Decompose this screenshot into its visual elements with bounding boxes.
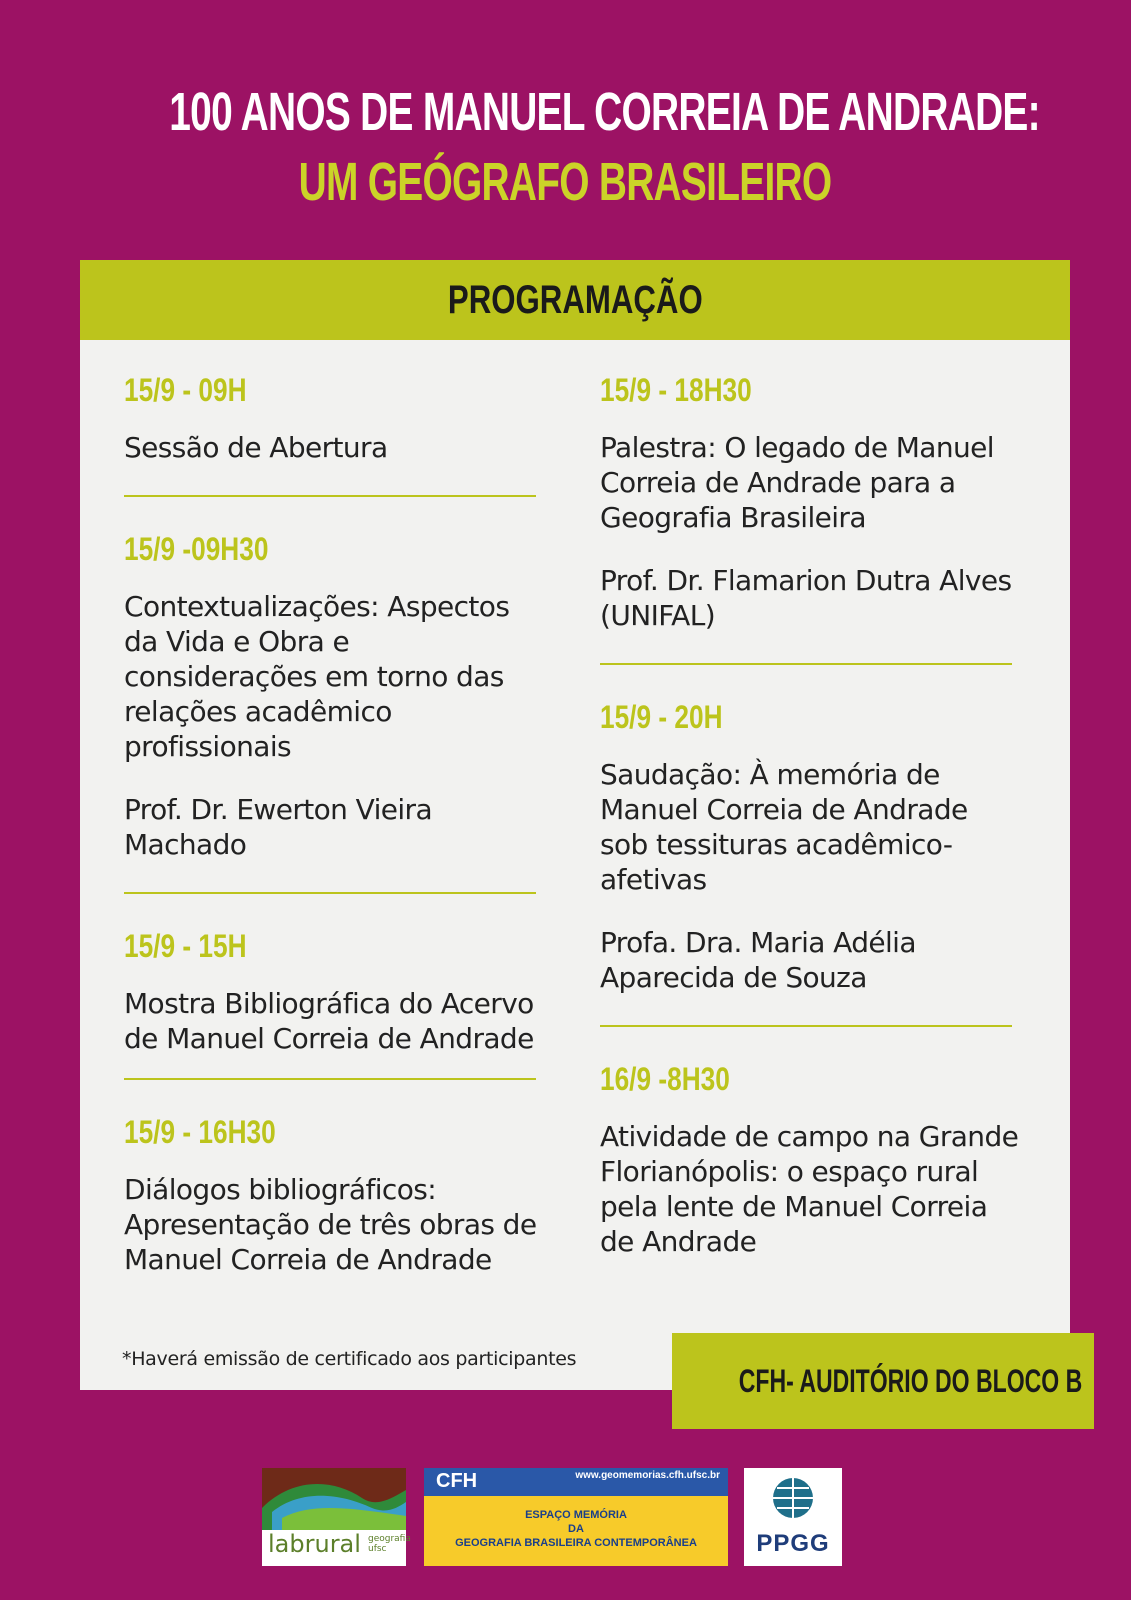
divider	[600, 663, 1012, 665]
event-time: 15/9 - 09H	[124, 372, 247, 408]
event-time: 15/9 -09H30	[124, 531, 269, 567]
divider	[600, 1025, 1012, 1027]
event-item	[600, 370, 1020, 633]
labrural-logo	[262, 1468, 411, 1566]
title-line-1: 100 ANOS DE MANUEL CORREIA DE ANDRADE:	[169, 82, 1040, 142]
labrural-name: labrural	[268, 1530, 361, 1558]
event-item	[600, 697, 1020, 995]
event-description: Mostra Bibliográfica do Acervo de Manuel Correia de Andrade	[124, 987, 534, 1055]
program-heading: PROGRAMAÇÃO	[447, 278, 703, 322]
title-line-2: UM GEÓGRAFO BRASILEIRO	[299, 152, 832, 212]
event-description: Sessão de Abertura	[124, 431, 388, 464]
event-time: 15/9 - 18H30	[600, 372, 752, 408]
event-item	[124, 529, 544, 862]
event-description: Palestra: O legado de Manuel Correia de Andrade para a Geografia Brasileira	[600, 431, 994, 534]
divider	[124, 892, 536, 894]
event-item	[600, 1059, 1020, 1259]
event-speaker: Prof. Dr. Ewerton Vieira Machado	[124, 793, 433, 861]
event-description: Diálogos bibliográficos: Apresentação de três obras de Manuel Correia de Andrade	[124, 1173, 537, 1276]
divider	[124, 495, 536, 497]
event-item	[124, 926, 544, 1056]
cfh-url: www.geomemorias.cfh.ufsc.br	[575, 1470, 720, 1481]
cfh-header	[424, 1468, 728, 1496]
venue-badge	[672, 1333, 1094, 1429]
right-column	[600, 370, 1020, 1259]
venue-label: CFH- AUDITÓRIO DO BLOCO B	[738, 1363, 1083, 1399]
event-description: Atividade de campo na Grande Florianópolis: o espaço rural pela lente de Manuel Correia de Andrade	[600, 1120, 1019, 1258]
globe-icon	[771, 1476, 815, 1520]
cfh-logo	[424, 1468, 728, 1566]
event-time: 15/9 - 15H	[124, 928, 247, 964]
program-heading-bar	[80, 260, 1070, 340]
left-column	[124, 370, 544, 1277]
event-item	[124, 370, 544, 465]
cfh-label: CFH	[436, 1470, 478, 1492]
certificate-note: *Haverá emissão de certificado aos participantes	[122, 1348, 577, 1370]
event-speaker: Profa. Dra. Maria Adélia Aparecida de Souza	[600, 926, 916, 994]
event-item	[124, 1112, 544, 1277]
ppgg-name: PPGG	[756, 1530, 830, 1557]
labrural-wave-icon	[262, 1468, 406, 1530]
cfh-body: ESPAÇO MEMÓRIA DA GEOGRAFIA BRASILEIRA CONTEMPORÂNEA	[455, 1509, 697, 1549]
event-time: 15/9 - 16H30	[124, 1114, 276, 1150]
ppgg-logo	[744, 1468, 842, 1566]
event-time: 16/9 -8H30	[600, 1061, 730, 1097]
event-description: Contextualizações: Aspectos da Vida e Obra e considerações em torno das relações acadêmico profissionais	[124, 590, 510, 763]
event-speaker: Prof. Dr. Flamarion Dutra Alves (UNIFAL)	[600, 564, 1012, 632]
event-time: 15/9 - 20H	[600, 699, 723, 735]
event-description: Saudação: À memória de Manuel Correia de Andrade sob tessituras acadêmico-afetivas	[600, 758, 968, 896]
labrural-sub: geografia ufsc	[368, 1534, 411, 1554]
divider	[124, 1078, 536, 1080]
program-panel	[80, 260, 1070, 1390]
